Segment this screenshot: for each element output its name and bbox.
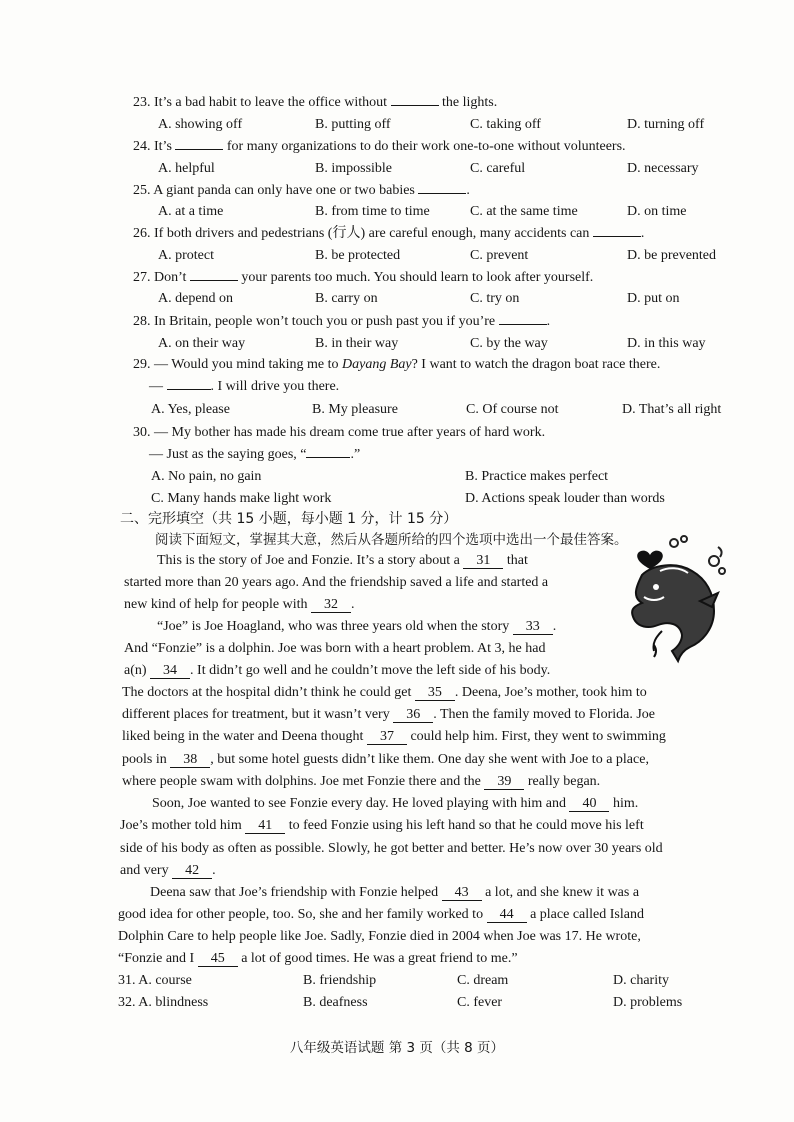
reply-text: . I will drive you there.	[210, 379, 340, 394]
passage-text: , but some hotel guests didn’t like them. One day she went with Joe to a place,	[210, 752, 649, 767]
passage-line	[124, 662, 550, 680]
option-b: B. deafness	[303, 995, 368, 1010]
blank-42: 42	[172, 863, 212, 879]
question-stem: 28. In Britain, people won’t touch you or push past you if you’re	[133, 314, 496, 329]
question-29-reply	[149, 378, 339, 396]
passage-line	[118, 906, 644, 924]
option-d: D. Actions speak louder than words	[465, 491, 665, 506]
passage-line: Dolphin Care to help people like Joe. Sadly, Fonzie died in 2004 when Joe was 17. He wrote,	[118, 929, 641, 944]
passage-line	[157, 618, 556, 636]
blank-39: 39	[484, 774, 524, 790]
option-d: D. on time	[627, 204, 687, 219]
option-a: 32. A. blindness	[118, 995, 209, 1010]
option-b: B. in their way	[315, 336, 399, 351]
option-a: A. on their way	[158, 336, 246, 351]
blank-43: 43	[442, 885, 482, 901]
passage-text: where people swam with dolphins. Joe met Fonzie there and the	[122, 774, 481, 789]
passage-line	[150, 884, 639, 902]
question-stem-end: the lights.	[442, 95, 498, 110]
option-b: B. carry on	[315, 291, 378, 306]
passage-text: different places for treatment, but it wasn’t very	[122, 707, 390, 722]
option-d: D. turning off	[627, 117, 705, 132]
question-stem: 23. It’s a bad habit to leave the office without	[133, 95, 388, 110]
question-25	[133, 182, 470, 200]
passage-text: liked being in the water and Deena thought	[122, 729, 364, 744]
option-c: C. by the way	[470, 336, 548, 351]
passage-line: side of his body as often as possible. Slowly, he got better and better. He’s now over 30 years old	[120, 841, 663, 856]
option-a: A. protect	[158, 248, 214, 263]
passage-text: could help him. First, they went to swimming	[410, 729, 666, 744]
passage-line	[120, 862, 216, 880]
option-c: C. dream	[457, 973, 509, 988]
passage-line	[124, 596, 355, 614]
question-stem-end: .	[466, 183, 470, 198]
passage-text: really began.	[527, 774, 601, 789]
passage-text: . Deena, Joe’s mother, took him to	[454, 685, 647, 700]
blank-38: 38	[170, 752, 210, 768]
reply-text: — Just as the saying goes, “	[149, 447, 307, 462]
question-27	[133, 269, 593, 287]
option-d: D. be prevented	[627, 248, 717, 263]
option-a: A. No pain, no gain	[151, 469, 262, 484]
option-b: B. impossible	[315, 161, 393, 176]
blank-34: 34	[150, 663, 190, 679]
passage-text: good idea for other people, too. So, she and her family worked to	[118, 907, 484, 922]
question-stem: 24. It’s	[133, 139, 172, 154]
passage-line: started more than 20 years ago. And the friendship saved a life and started a	[124, 575, 549, 590]
passage-line	[152, 795, 638, 813]
passage-line	[122, 684, 647, 702]
option-c: C. Of course not	[466, 402, 559, 417]
passage-text: pools in	[122, 752, 167, 767]
answer-blank	[593, 236, 641, 237]
answer-blank	[175, 149, 223, 150]
question-stem: 27. Don’t	[133, 270, 187, 285]
question-stem: 29. — Would you mind taking me to	[133, 357, 339, 372]
option-c: C. taking off	[470, 117, 541, 132]
passage-text: “Joe” is Joe Hoagland, who was three years old when the story	[157, 619, 510, 634]
blank-33: 33	[513, 619, 553, 635]
passage-text: Soon, Joe wanted to see Fonzie every day. He loved playing with him and	[152, 796, 566, 811]
question-stem-end: .	[640, 226, 645, 241]
answer-blank	[190, 280, 238, 281]
option-c: C. Many hands make light work	[151, 491, 332, 506]
page-footer: 八年级英语试题 第 3 页（共 8 页）	[289, 1040, 505, 1056]
option-d: D. put on	[627, 291, 680, 306]
passage-line	[122, 706, 655, 724]
passage-line	[120, 817, 644, 835]
option-a: A. helpful	[158, 161, 215, 176]
blank-40: 40	[569, 796, 609, 812]
passage-line	[118, 950, 518, 968]
option-a: A. showing off	[158, 117, 243, 132]
passage-text: him.	[612, 796, 639, 811]
option-a: A. at a time	[158, 204, 224, 219]
answer-blank	[167, 389, 211, 390]
question-26	[133, 225, 644, 243]
dash: —	[149, 379, 163, 394]
question-30: 30. — My bother has made his dream come true after years of hard work.	[133, 425, 546, 440]
question-23	[133, 94, 497, 112]
question-stem-end: .	[546, 314, 551, 329]
answer-blank	[418, 193, 466, 194]
passage-text: The doctors at the hospital didn’t think he could get	[122, 685, 412, 700]
question-28	[133, 313, 550, 331]
blank-31: 31	[463, 553, 503, 569]
passage-text: .	[552, 619, 557, 634]
option-d: D. problems	[613, 995, 683, 1010]
passage-text: “Fonzie and I	[118, 951, 195, 966]
passage-text: .	[212, 863, 216, 878]
passage-text: to feed Fonzie using his left hand so that he could move his left	[288, 818, 644, 833]
question-24	[133, 138, 626, 156]
passage-text: . It didn’t go well and he couldn’t move the left side of his body.	[190, 663, 551, 678]
option-d: D. That’s all right	[622, 402, 722, 417]
question-stem-end: ? I want to watch the dragon boat race there.	[411, 357, 661, 372]
option-a: 31. A. course	[118, 973, 192, 988]
reply-end: .”	[350, 447, 361, 462]
option-c: C. at the same time	[470, 204, 578, 219]
option-c: C. careful	[470, 161, 526, 176]
blank-44: 44	[487, 907, 527, 923]
option-c: C. try on	[470, 291, 520, 306]
passage-line	[122, 773, 600, 791]
passage-line	[122, 728, 666, 746]
question-stem-end: for many organizations to do their work one-to-one without volunteers.	[226, 139, 626, 154]
question-stem-end: your parents too much. You should learn to look after yourself.	[241, 270, 594, 285]
section-title: 二、完形填空（共 15 小题，每小题 1 分，计 15 分）	[120, 511, 458, 527]
option-d: D. necessary	[627, 161, 699, 176]
passage-text: a(n)	[124, 663, 147, 678]
passage-line	[122, 751, 649, 769]
blank-41: 41	[245, 818, 285, 834]
passage-text: Joe’s mother told him	[120, 818, 242, 833]
passage-text: that	[506, 553, 528, 568]
section-instruction: 阅读下面短文，掌握其大意，然后从各题所给的四个选项中选出一个最佳答案。	[155, 532, 628, 548]
answer-blank	[391, 105, 439, 106]
passage-text: .	[351, 597, 355, 612]
passage-text: Deena saw that Joe’s friendship with Fonzie helped	[150, 885, 439, 900]
passage-text: a lot, and she knew it was a	[485, 885, 640, 900]
blank-36: 36	[393, 707, 433, 723]
passage-text: a place called Island	[530, 907, 644, 922]
blank-32: 32	[311, 597, 351, 613]
dolphin-with-heart-icon	[622, 535, 734, 665]
answer-blank	[499, 324, 547, 325]
option-b: B. be protected	[315, 248, 401, 263]
option-b: B. Practice makes perfect	[465, 469, 609, 484]
answer-blank	[306, 457, 350, 458]
passage-text: This is the story of Joe and Fonzie. It’s a story about a	[157, 553, 460, 568]
blank-37: 37	[367, 729, 407, 745]
question-30-reply	[149, 446, 360, 464]
option-a: A. Yes, please	[151, 402, 230, 417]
passage-text: new kind of help for people with	[124, 597, 308, 612]
passage-line: And “Fonzie” is a dolphin. Joe was born with a heart problem. At 3, he had	[124, 641, 546, 656]
passage-text: a lot of good times. He was a great friend to me.”	[241, 951, 518, 966]
question-stem: 25. A giant panda can only have one or two babies	[133, 183, 415, 198]
option-b: B. from time to time	[315, 204, 430, 219]
question-stem: 26. If both drivers and pedestrians (行人) are careful enough, many accidents can	[133, 226, 590, 241]
passage-text: and very	[120, 863, 169, 878]
blank-35: 35	[415, 685, 455, 701]
option-b: B. putting off	[315, 117, 391, 132]
option-b: B. My pleasure	[312, 402, 398, 417]
place-name: Dayang Bay	[342, 357, 412, 372]
option-a: A. depend on	[158, 291, 234, 306]
option-d: D. in this way	[627, 336, 706, 351]
question-29	[133, 356, 660, 374]
option-b: B. friendship	[303, 973, 377, 988]
option-c: C. prevent	[470, 248, 529, 263]
passage-text: . Then the family moved to Florida. Joe	[433, 707, 655, 722]
blank-45: 45	[198, 951, 238, 967]
passage-line	[157, 552, 528, 570]
option-c: C. fever	[457, 995, 503, 1010]
option-d: D. charity	[613, 973, 669, 988]
